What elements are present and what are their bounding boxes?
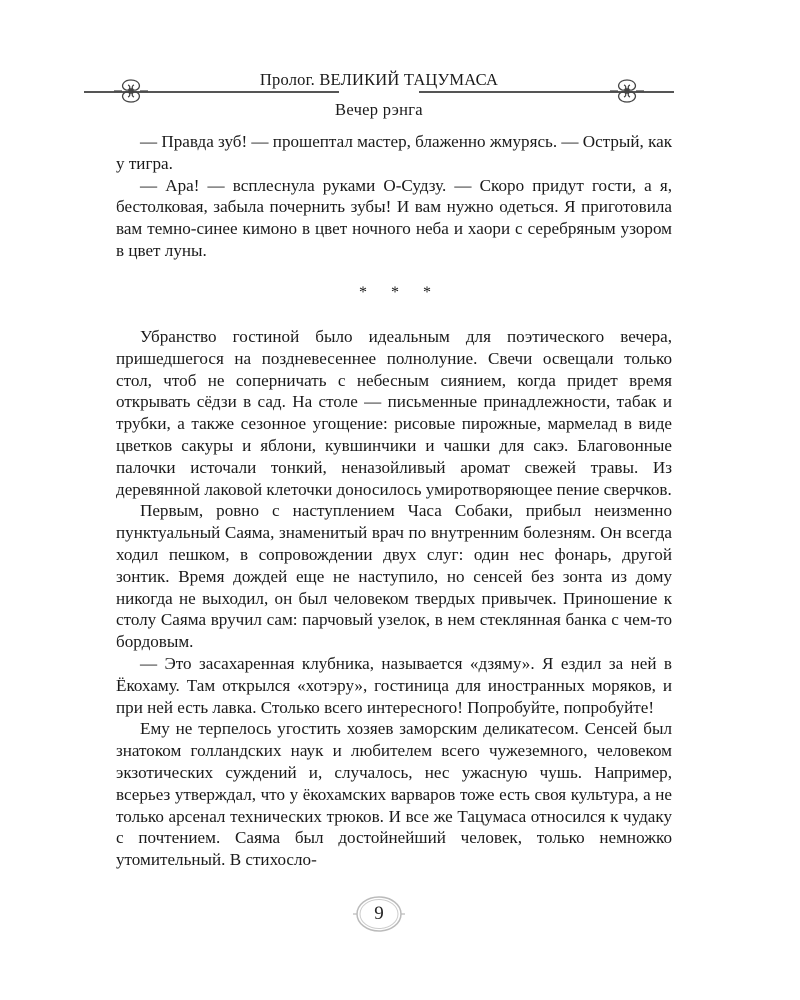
paragraph: — Ара! — всплеснула руками О-Судзу. — Скоро придут гости, а я, бестолковая, забыла почернить зубы! И вам нужно одеться. Я приготовила вам темно-синее кимоно в цвет ночного неба и хаори с серебряным узором в цвет луны.	[116, 175, 672, 260]
page-number-badge	[353, 894, 405, 934]
text-before-break	[116, 131, 672, 262]
paragraph: Убранство гостиной было идеальным для поэтического вечера, пришедшегося на поздневесеннее полнолуние. Свечи освещали только стол, чтоб не соперничать с небесным сиянием, когда придет время открывать сёдзи в сад. На столе — письменные принадлежности, табак и трубки, а также сезонное угощение: рисовые пирожные, мармелад в виде цветков сакуры и яблони, кувшинчики и чашки для сакэ. Благовонные палочки источали тонкий, неназойливый аромат свежей травы. Из деревянной лаковой клеточки доносилось умиротворяющее пение сверчков.	[116, 327, 672, 499]
text-after-break	[116, 326, 672, 871]
section-title: Вечер рэнга	[335, 100, 423, 119]
section-break: * * *	[359, 284, 441, 301]
page-number: 9	[374, 903, 384, 924]
paragraph: Ему не терпелось угостить хозяев заморским деликатесом. Сенсей был знатоком голландских наук и любителем всего чужеземного, человеком экзотических суждений и, случалось, нес ужасную чушь. Например, всерьез утверждал, что у ёкохамских варваров тоже есть своя культура, а не только арсенал технических трюков. И все же Тацумаса относился к чудаку с почтением. Саяма был достойнейший человек, только немножко утомительный. В стихосло-	[116, 719, 672, 870]
paragraph: — Это засахаренная клубника, называется «дзяму». Я ездил за ней в Ёкохаму. Там открылся «хотэру», гостиница для иностранных моряков, и при ней есть лавка. Столько всего интересного! Попробуйте, попробуйте!	[116, 653, 672, 717]
paragraph: — Правда зуб! — прошептал мастер, блаженно жмурясь. — Острый, как у тигра.	[116, 132, 673, 173]
chapter-title: Пролог. ВЕЛИКИЙ ТАЦУМАСА	[259, 70, 499, 89]
running-header	[84, 66, 674, 124]
paragraph: Первым, ровно с наступлением Часа Собаки, прибыл неизменно пунктуальный Саяма, знаменитый врач по внутренним болезням. Он всегда ходил пешком, в сопровождении двух слуг: один нес фонарь, другой зонтик. Время дождей еще не наступило, но сенсей без зонта из дому никогда не выходил, он был человеком твердых привычек. Приношение к столу Саяма вручил сам: парчовый узелок, в нем стеклянная банка с чем-то бордовым.	[116, 501, 672, 652]
